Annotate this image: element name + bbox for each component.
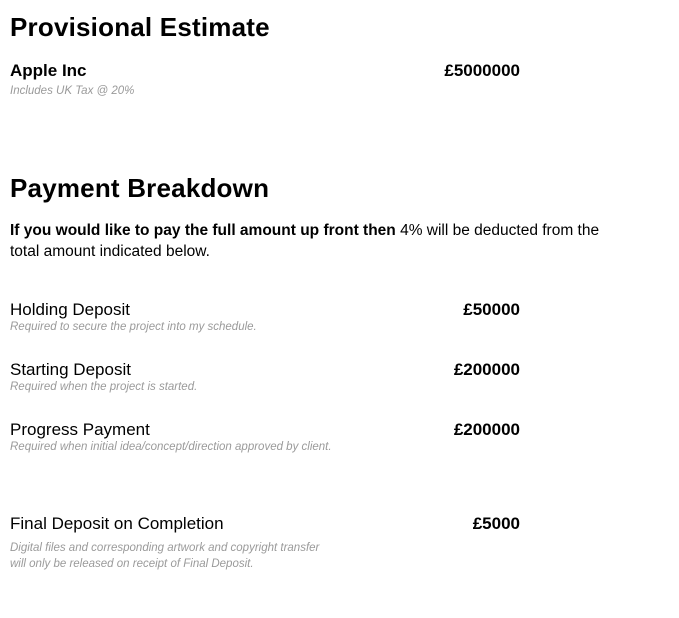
payment-item-label: Progress Payment xyxy=(10,420,150,439)
payment-item-note: Required when the project is started. xyxy=(10,381,198,393)
estimate-title: Provisional Estimate xyxy=(10,12,270,42)
payment-item-amount: £50000 xyxy=(463,300,520,319)
payment-item-label: Final Deposit on Completion xyxy=(10,514,224,533)
intro-rest-text: 4% will be deducted from the total amount indicated below. xyxy=(10,222,600,260)
payment-item-label: Holding Deposit xyxy=(10,300,131,319)
tax-note: Includes UK Tax @ 20% xyxy=(10,85,135,97)
payment-item-amount: £200000 xyxy=(453,420,520,439)
client-name: Apple Inc xyxy=(10,61,87,80)
payment-item-note-line1: Digital files and corresponding artwork and copyright transfer xyxy=(10,542,320,554)
breakdown-title: Payment Breakdown xyxy=(10,173,270,203)
intro-bold-text: If you would like to pay the full amount up front then xyxy=(10,222,396,239)
payment-item-note-line2: will only be released on receipt of Final Deposit. xyxy=(10,558,254,570)
breakdown-intro xyxy=(10,220,600,262)
payment-item-amount: £200000 xyxy=(453,360,520,379)
payment-item-amount: £5000 xyxy=(472,514,520,533)
payment-item-note: Required to secure the project into my schedule. xyxy=(10,321,257,333)
estimate-total: £5000000 xyxy=(444,61,520,80)
payment-item-label: Starting Deposit xyxy=(10,360,131,379)
payment-item-note: Required when initial idea/concept/direction approved by client. xyxy=(10,441,332,453)
